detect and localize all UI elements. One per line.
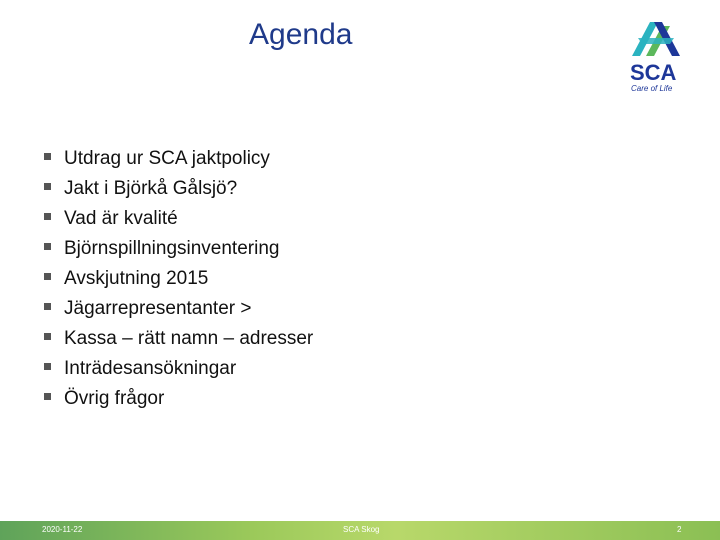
logo-wordmark: SCA (630, 60, 677, 85)
square-bullet-icon (44, 363, 51, 370)
agenda-item-text: Jägarrepresentanter > (64, 298, 252, 319)
slide-title: Agenda (249, 18, 353, 51)
square-bullet-icon (44, 273, 51, 280)
page-number: 2 (677, 525, 682, 534)
agenda-item (44, 206, 313, 236)
agenda-item-text: Avskjutning 2015 (64, 268, 209, 289)
agenda-item-text: Övrig frågor (64, 388, 165, 409)
square-bullet-icon (44, 333, 51, 340)
square-bullet-icon (44, 183, 51, 190)
agenda-item-text: Björnspillningsinventering (64, 238, 280, 259)
agenda-item-text: Jakt i Björkå Gålsjö? (64, 178, 238, 199)
agenda-item-text: Vad är kvalité (64, 208, 178, 229)
footer-date: 2020-11-22 (42, 525, 83, 534)
sca-logo-icon (628, 16, 684, 60)
square-bullet-icon (44, 303, 51, 310)
agenda-item-text: Inträdesansökningar (64, 358, 237, 379)
agenda-item (44, 326, 313, 356)
square-bullet-icon (44, 153, 51, 160)
square-bullet-icon (44, 243, 51, 250)
agenda-item (44, 146, 313, 176)
agenda-item (44, 266, 313, 296)
footer-center-text: SCA Skog (343, 525, 380, 534)
agenda-item (44, 296, 313, 326)
agenda-item (44, 236, 313, 266)
agenda-item (44, 356, 313, 386)
agenda-item (44, 176, 313, 206)
square-bullet-icon (44, 213, 51, 220)
agenda-item-text: Utdrag ur SCA jaktpolicy (64, 148, 270, 169)
logo-tagline: Care of Life (631, 84, 673, 93)
square-bullet-icon (44, 393, 51, 400)
agenda-item-text: Kassa – rätt namn – adresser (64, 328, 314, 349)
sca-logo (628, 16, 684, 96)
agenda-list (44, 146, 313, 416)
agenda-item (44, 386, 313, 416)
